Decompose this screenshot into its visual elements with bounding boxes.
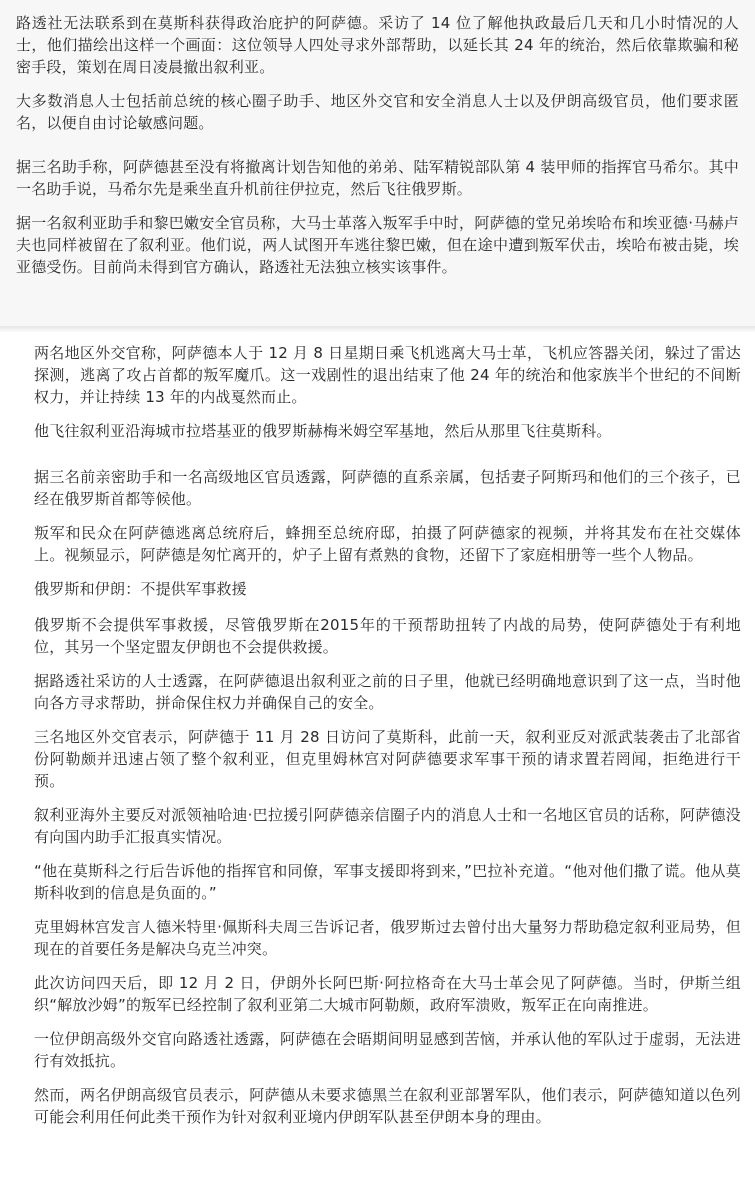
- paragraph: 大多数消息人士包括前总统的核心圈子助手、地区外交官和安全消息人士以及伊朗高级官员，他们要求匿名，以便自由讨论敏感问题。: [16, 92, 739, 132]
- paragraph: 他飞往叙利亚沿海城市拉塔基亚的俄罗斯赫梅米姆空军基地，然后从那里飞往莫斯科。: [34, 422, 612, 440]
- paragraph: 然而，两名伊朗高级官员表示，阿萨德从未要求德黑兰在叙利亚部署军队，他们表示，阿萨德知道以色列可能会利用任何此类干预作为针对叙利亚境内伊朗军队甚至伊朗本身的理由。: [34, 1086, 741, 1126]
- paragraph: 据三名助手称，阿萨德甚至没有将撤离计划告知他的弟弟、陆军精锐部队第 4 装甲师的指挥官马希尔。其中一名助手说，马希尔先是乘坐直升机前往伊拉克，然后飞往俄罗斯。: [16, 158, 739, 198]
- paragraph: 据路透社采访的人士透露，在阿萨德退出叙利亚之前的日子里，他就已经明确地意识到了这一点，当时他向各方寻求帮助，拼命保住权力并确保自己的安全。: [34, 672, 741, 712]
- paragraph: 据一名叙利亚助手和黎巴嫩安全官员称，大马士革落入叛军手中时，阿萨德的堂兄弟埃哈布和埃亚德·马赫卢夫也同样被留在了叙利亚。他们说，两人试图开车逃往黎巴嫩，但在途中遭到叛军伏击，埃哈布被击毙，埃亚德受伤。目前尚未得到官方确认，路透社无法独立核实该事件。: [16, 214, 739, 276]
- paragraph: 克里姆林宫发言人德米特里·佩斯科夫周三告诉记者，俄罗斯过去曾付出大量努力帮助稳定叙利亚局势，但现在的首要任务是解决乌克兰冲突。: [34, 918, 741, 958]
- paragraph: 三名地区外交官表示，阿萨德于 11 月 28 日访问了莫斯科，此前一天，叙利亚反对派武装袭击了北部省份阿勒颇并迅速占领了整个叙利亚，但克里姆林宫对阿萨德要求军事干预的请求置若罔闻，拒绝进行干预。: [34, 728, 741, 790]
- section-subheading: 俄罗斯和伊朗：不提供军事救援: [34, 580, 247, 598]
- paragraph: 此次访问四天后，即 12 月 2 日，伊朗外长阿巴斯·阿拉格奇在大马士革会见了阿萨德。当时，伊斯兰组织“解放沙姆”的叛军已经控制了叙利亚第二大城市阿勒颇，政府军溃败，叛军正在向南推进。: [34, 974, 741, 1014]
- paragraph: 俄罗斯不会提供军事救援，尽管俄罗斯在2015年的干预帮助扭转了内战的局势，使阿萨德处于有利地位，其另一个坚定盟友伊朗也不会提供救援。: [34, 616, 741, 656]
- paragraph: 两名地区外交官称，阿萨德本人于 12 月 8 日星期日乘飞机逃离大马士革，飞机应答器关闭，躲过了雷达探测，逃离了攻占首都的叛军魔爪。这一戏剧性的退出结束了他 24 年的统治和他家族半个世纪的不间断权力，并让持续 13 年的内战戛然而止。: [34, 344, 741, 406]
- top-article-section: [0, 0, 755, 326]
- paragraph: 路透社无法联系到在莫斯科获得政治庇护的阿萨德。采访了 14 位了解他执政最后几天和几小时情况的人士，他们描绘出这样一个画面：这位领导人四处寻求外部帮助，以延长其 24 年的统治，然后依靠欺骗和秘密手段，策划在周日凌晨撤出叙利亚。: [16, 14, 739, 76]
- quote-paragraph: “他在莫斯科之行后告诉他的指挥官和同僚，军事支援即将到来，”巴拉补充道。“他对他们撒了谎。他从莫斯科收到的信息是负面的。”: [34, 862, 741, 902]
- paragraph: 叙利亚海外主要反对派领袖哈迪·巴拉援引阿萨德亲信圈子内的消息人士和一名地区官员的话称，阿萨德没有向国内助手汇报真实情况。: [34, 806, 741, 846]
- paragraph: 据三名前亲密助手和一名高级地区官员透露，阿萨德的直系亲属，包括妻子阿斯玛和他们的三个孩子，已经在俄罗斯首都等候他。: [34, 468, 741, 508]
- paragraph: 一位伊朗高级外交官向路透社透露，阿萨德在会晤期间明显感到苦恼，并承认他的军队过于虚弱，无法进行有效抵抗。: [34, 1030, 741, 1070]
- bottom-article-section: [0, 332, 755, 1200]
- paragraph: 叛军和民众在阿萨德逃离总统府后，蜂拥至总统府邸，拍摄了阿萨德家的视频，并将其发布在社交媒体上。视频显示，阿萨德是匆忙离开的，炉子上留有煮熟的食物，还留下了家庭相册等一些个人物品。: [34, 524, 741, 564]
